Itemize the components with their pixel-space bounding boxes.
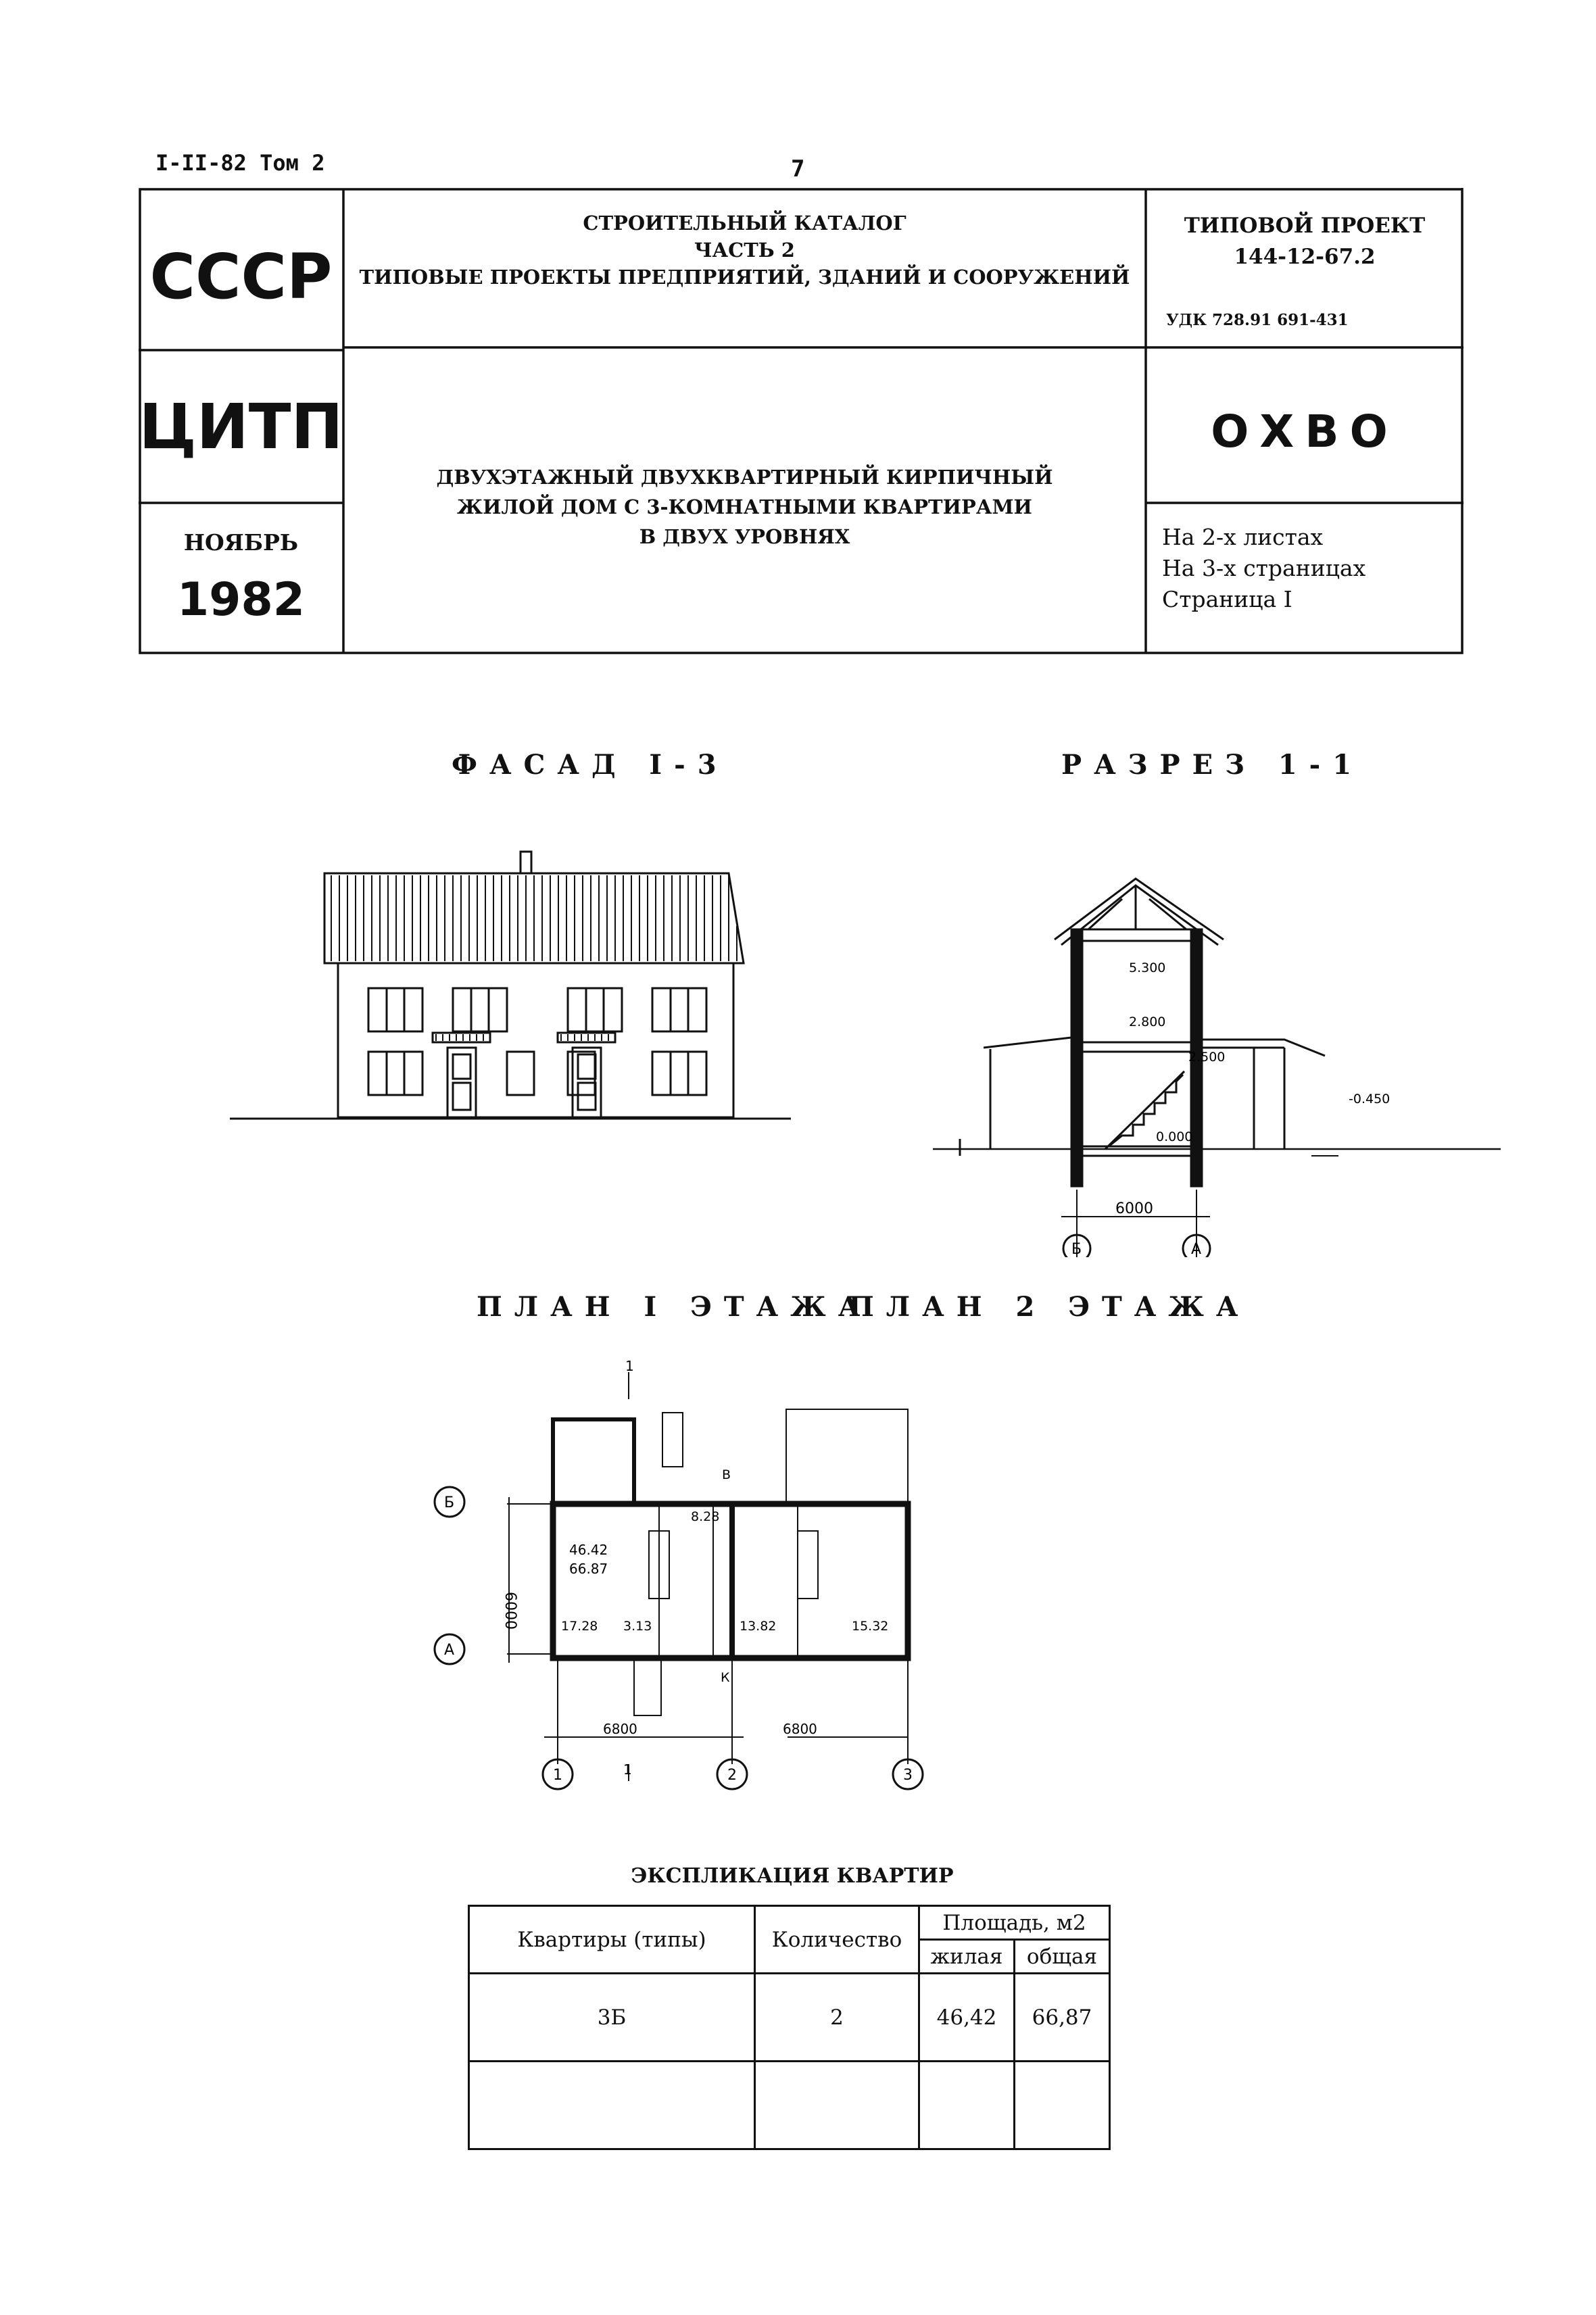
apartment-total-area: 66.87 — [569, 1561, 608, 1577]
cut-mark-bottom: 1 — [623, 1761, 632, 1778]
project-title-line3: В ДВУХ УРОВНЯХ — [639, 525, 850, 548]
plan-dim-6000: 6000 — [502, 1592, 518, 1630]
cell-count: 2 — [755, 1974, 919, 2062]
room-area-4: 13.82 — [740, 1619, 777, 1634]
country-label: СССР — [149, 241, 333, 313]
project-label: ТИПОВОЙ ПРОЕКТ — [1184, 214, 1426, 238]
plan-axis-3: 3 — [903, 1767, 913, 1784]
plan-axis-a: А — [444, 1642, 455, 1659]
project-code: ОХВО — [1211, 406, 1399, 458]
mark-5300: 5.300 — [1129, 960, 1166, 975]
room-area-2: 3.13 — [623, 1619, 652, 1634]
project-title-line2: ЖИЛОЙ ДОМ С 3-КОМНАТНЫМИ КВАРТИРАМИ — [457, 495, 1032, 518]
plan-axis-1: 1 — [553, 1767, 562, 1784]
facade-title: ФАСАД I-3 — [452, 749, 729, 781]
year-label: 1982 — [176, 573, 306, 627]
plan-dim-6800-right: 6800 — [783, 1721, 817, 1737]
project-title-line1: ДВУХЭТАЖНЫЙ ДВУХКВАРТИРНЫЙ КИРПИЧНЫЙ — [436, 466, 1053, 489]
cell-total: 66,87 — [1015, 1974, 1110, 2062]
project-number: 144-12-67.2 — [1234, 245, 1376, 269]
catalog-line3: ТИПОВЫЕ ПРОЕКТЫ ПРЕДПРИЯТИЙ, ЗДАНИЙ И СООРУЖЕНИЙ — [359, 266, 1130, 289]
sheets-count: На 2-х листах — [1162, 524, 1324, 550]
series-label: I-II-82 Том 2 — [155, 150, 325, 176]
mark-m0450: -0.450 — [1349, 1092, 1391, 1106]
page-number: 7 — [791, 155, 805, 182]
mark-0000: 0.000 — [1156, 1129, 1193, 1144]
room-area-5: 15.32 — [852, 1619, 889, 1634]
section-axis-a: А — [1191, 1241, 1202, 1257]
cell-type: 3Б — [469, 1974, 755, 2062]
mark-2800: 2.800 — [1129, 1015, 1166, 1029]
room-area-3: 8.28 — [691, 1509, 720, 1524]
entry-mark-k: К — [721, 1670, 730, 1685]
entry-mark-v: В — [722, 1467, 731, 1482]
apartment-living-area: 46.42 — [569, 1542, 608, 1558]
org-label: ЦИТП — [139, 391, 343, 463]
plan2-title: ПЛАН 2 ЭТАЖА — [848, 1291, 1251, 1323]
plan1-title: ПЛАН I ЭТАЖА — [477, 1291, 873, 1323]
catalog-line1: СТРОИТЕЛЬНЫЙ КАТАЛОГ — [583, 212, 906, 235]
table-row-empty — [469, 2062, 1110, 2149]
facade-drawing — [230, 845, 791, 1129]
room-area-1: 17.28 — [561, 1619, 598, 1634]
page-index: Страница I — [1162, 586, 1292, 612]
section-axis-b: Б — [1071, 1241, 1082, 1257]
udk-code: УДК 728.91 691-431 — [1166, 311, 1349, 329]
plan-axis-b: Б — [444, 1494, 455, 1511]
plan-drawing — [419, 1359, 940, 1811]
col-header-type: Квартиры (типы) — [469, 1906, 755, 1974]
explication-title: ЭКСПЛИКАЦИЯ КВАРТИР — [631, 1864, 954, 1888]
plan-axis-2: 2 — [727, 1767, 737, 1784]
col-header-area: Площадь, м2 — [919, 1906, 1110, 1940]
cut-mark-top: 1 — [625, 1359, 634, 1374]
col-header-living: жилая — [919, 1940, 1015, 1974]
catalog-line2: ЧАСТЬ 2 — [694, 239, 795, 262]
mark-2500: 2.500 — [1188, 1050, 1226, 1065]
title-block — [139, 188, 1464, 654]
section-dim-6000: 6000 — [1115, 1200, 1153, 1217]
section-drawing — [933, 865, 1501, 1257]
table-row — [469, 1974, 1110, 2062]
cell-living: 46,42 — [919, 1974, 1015, 2062]
section-title: РАЗРЕЗ 1-1 — [1061, 749, 1364, 781]
plan-dim-6800-left: 6800 — [603, 1721, 637, 1737]
col-header-count: Количество — [755, 1906, 919, 1974]
explication-table — [468, 1905, 1111, 2150]
col-header-total: общая — [1015, 1940, 1110, 1974]
pages-count: На 3-х страницах — [1162, 555, 1366, 581]
month-label: НОЯБРЬ — [183, 529, 299, 556]
